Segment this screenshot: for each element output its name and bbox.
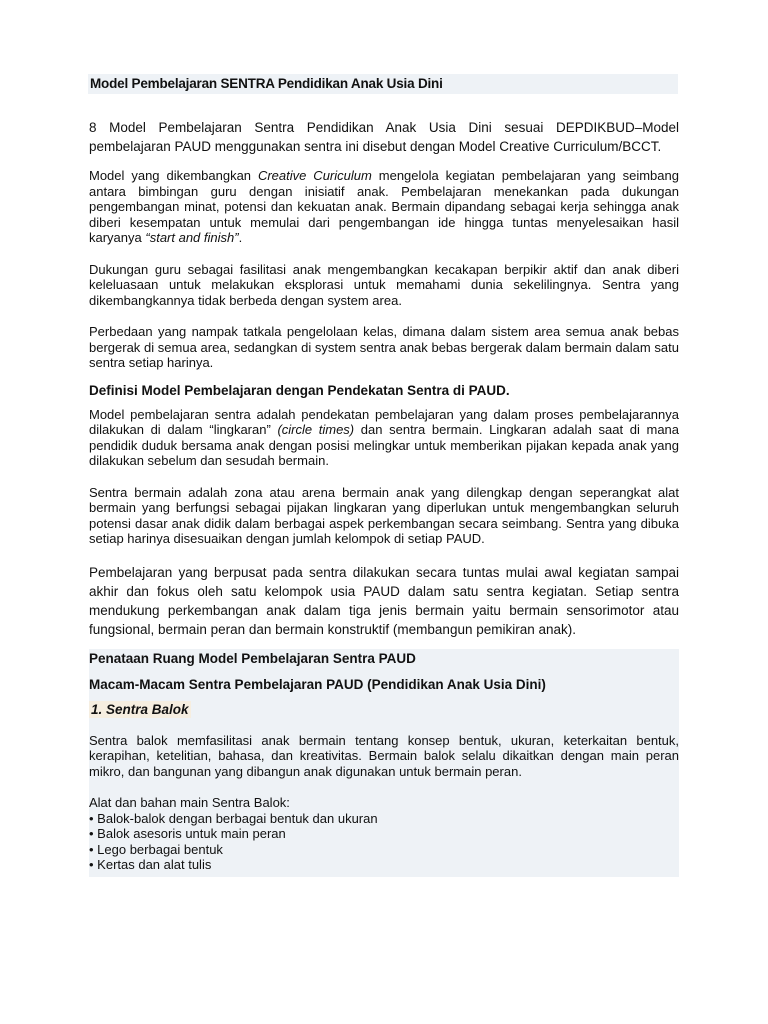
paragraph-sentra-balok: Sentra balok memfasilitasi anak bermain tentang konsep bentuk, ukuran, keterkaitan bentuk, kerapihan, ketelitian, bahasa, dan kreativitas. Bermain balok selalu dikaitkan dengan main peran mikro, dan bangunan yang dibangun anak digunakan untuk bermain peran. xyxy=(89,732,679,779)
paragraph-dukungan-guru: Dukungan guru sebagai fasilitasi anak mengembangkan kecakapan berpikir aktif dan anak diberi keleluasaan untuk melakukan eksplorasi untuk memahami dunia sekelilingnya. Sentra yang dikembangkannya tidak berbeda dengan system area. xyxy=(89,261,679,308)
emphasis-text: Creative Curiculum xyxy=(257,168,372,183)
text-span: Model pembelajaran sentra adalah pendekatan pembelajaran yang dalam proses pembelajarannya dilakukan di dalam “lingkaran” xyxy=(89,406,679,437)
heading-sentra-balok: 1. Sentra Balok xyxy=(91,701,189,717)
paragraph-creative-curriculum xyxy=(89,168,679,246)
document-title: Model Pembelajaran SENTRA Pendidikan Anak Usia Dini xyxy=(90,76,443,91)
text-span: . xyxy=(238,230,243,245)
list-item: • Kertas dan alat tulis xyxy=(89,857,212,872)
heading-penataan-ruang: Penataan Ruang Model Pembelajaran Sentra PAUD xyxy=(89,650,416,666)
list-item: • Lego berbagai bentuk xyxy=(89,841,223,857)
paragraph-sentra-bermain: Sentra bermain adalah zona atau arena bermain anak yang dilengkap dengan seperangkat alat bermain yang berfungsi sebagai pijakan lingkaran yang diperlukan untuk mengembangkan seluruh potensi dasar anak didik dalam berbagai aspek perkembangan secara seimbang. Sentra yang dibuka setiap harinya disesuaikan dengan jumlah kelompok di setiap PAUD. xyxy=(89,484,679,546)
document-body xyxy=(89,118,679,877)
text-span: Model yang dikembangkan xyxy=(89,168,258,183)
emphasis-text: “start and finish” xyxy=(145,230,239,245)
materials-list xyxy=(89,811,679,873)
text-span: mengelola kegiatan pembelajaran yang seimbang antara bimbingan guru dengan inisiatif anak. Pembelajaran menekankan pada dukungan pengembangan minat, potensi dan kekuatan anak. Bermain dipandang sebagai kerja sehingga anak diberi kesempatan untuk memulai dari pengembangan ide hingga tuntas menyelesaikan hasil karyanya xyxy=(89,168,679,245)
intro-paragraph: 8 Model Pembelajaran Sentra Pendidikan Anak Usia Dini sesuai DEPDIKBUD–Model pembelajaran PAUD menggunakan sentra ini disebut dengan Model Creative Curriculum/BCCT. xyxy=(89,120,679,154)
emphasis-text: (circle times) xyxy=(277,422,355,437)
heading-definisi: Definisi Model Pembelajaran dengan Pendekatan Sentra di PAUD. xyxy=(89,382,510,398)
list-item: • Balok asesoris untuk main peran xyxy=(89,826,286,841)
heading-macam-sentra: Macam-Macam Sentra Pembelajaran PAUD (Pendidikan Anak Usia Dini) xyxy=(89,676,546,692)
list-intro: Alat dan bahan main Sentra Balok: xyxy=(89,795,290,810)
text-span: dan sentra bermain. Lingkaran adalah saat di mana pendidik duduk bersama anak dengan posisi melingkar untuk memberikan pijakan kepada anak yang dilakukan sebelum dan sesudah bermain. xyxy=(89,422,680,468)
list-item: • Balok-balok dengan berbagai bentuk dan ukuran xyxy=(89,810,378,826)
paragraph-perbedaan: Perbedaan yang nampak tatkala pengelolaan kelas, dimana dalam sistem area semua anak bebas bergerak di semua area, sedangkan di system sentra anak bebas bergerak dalam bermain dalam satu sentra setiap harinya. xyxy=(89,324,679,370)
paragraph-pembelajaran: Pembelajaran yang berpusat pada sentra dilakukan secara tuntas mulai awal kegiatan sampai akhir dan fokus oleh satu kelompok usia PAUD dalam satu sentra kegiatan. Setiap sentra mendukung perkembangan anak dalam tiga jenis bermain yaitu bermain sensorimotor atau fungsional, bermain peran dan bermain konstruktif (membangun pemikiran anak). xyxy=(89,564,679,637)
paragraph-model-sentra xyxy=(89,407,679,469)
